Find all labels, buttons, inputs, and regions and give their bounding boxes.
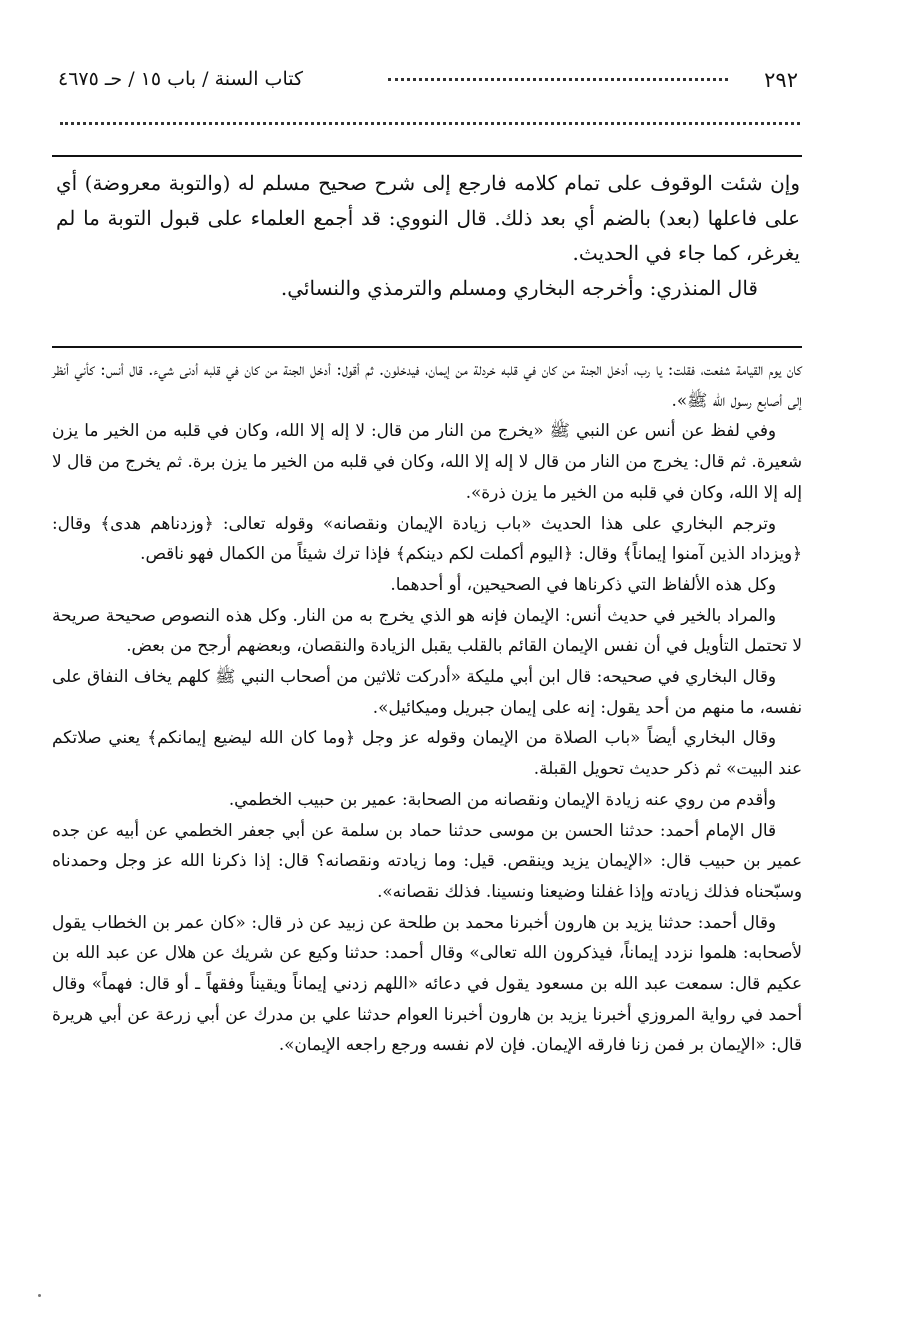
note-paragraph: وقال البخاري أيضاً «باب الصلاة من الإيمان وقوله عز وجل ﴿وما كان الله ليضيع إيمانكم﴾ يعني صلاتكم عند البيت» ثم ذكر حديث تحويل القبلة. [52, 727, 802, 779]
running-title: كتاب السنة / باب ١٥ / حـ ٤٦٧٥ [58, 68, 304, 90]
note-paragraph: وقال البخاري في صحيحه: قال ابن أبي مليكة «أدركت ثلاثين من أصحاب النبي ﷺ كلهم يخاف النفاق على نفسه، ما منهم من أحد يقول: إنه على إيمان جبريل وميكائيل». [52, 666, 802, 717]
footnote-rule [52, 346, 802, 348]
note-paragraph: وقال أحمد: حدثنا يزيد بن هارون أخبرنا محمد بن طلحة عن زبيد عن ذر قال: «كان عمر بن الخطاب يقول لأصحابه: هلموا نزدد إيماناً، فيذكرون الله تعالى» وقال أحمد: حدثنا وكيع عن شريك عن هلال عن عبد الله بن عكيم قال: سمعت عبد الله بن مسعود يقول في دعائه «اللهم زدني إيماناً ويقيناً وفقهاً ـ أو قال: فهماً» وقال أحمد في رواية المروزي أخبرنا يزيد بن هارون أخبرنا العوام حدثنا علي بن مدرك عن أبي زرعة عن أبي هريرة قال: «الإيمان بر فمن زنا فارقه الإيمان. فإن لام نفسه ورجع راجعه الإيمان». [52, 911, 802, 1055]
note-paragraph: وترجم البخاري على هذا الحديث «باب زيادة الإيمان ونقصانه» وقوله تعالى: ﴿وزدناهم هدى﴾ وقال: ﴿ويزداد الذين آمنوا إيماناً﴾ وقال: ﴿اليوم أكملت لكم دينكم﴾ فإذا ترك شيئاً من الكمال فهو ناقص. [52, 512, 802, 564]
top-rule [52, 155, 802, 157]
page-header [58, 66, 800, 102]
main-text [56, 166, 800, 306]
note-paragraph: وكل هذه الألفاظ التي ذكرناها في الصحيحين، أو أحدهما. [390, 573, 776, 594]
note-paragraph: وفي لفظ عن أنس عن النبي ﷺ «يخرج من النار من قال: لا إله إلا الله، وكان في قلبه من الخير ما يزن شعيرة. ثم قال: يخرج من النار من قال لا إله إلا الله، وكان في قلبه من الخير ما يزن برة. ثم يخرج من قال لا إله إلا الله، وكان في قلبه من الخير ما يزن ذرة». [52, 420, 802, 502]
note-paragraph: وأقدم من روي عنه زيادة الإيمان ونقصانه من الصحابة: عمير بن حبيب الخطمي. [228, 788, 776, 809]
note-paragraph: قال الإمام أحمد: حدثنا الحسن بن موسى حدثنا حماد بن سلمة عن أبي جعفر الخطمي عن أبيه عن جده عمير بن حبيب قال: «الإيمان يزيد وينقص. قيل: وما زيادته ونقصانه؟ قال: إذا ذكرنا الله عز وجل وحمدناه وسبّحناه فذلك زيادته وإذا غفلنا وضيعنا ونسينا. فذلك نقصانه». [52, 819, 802, 901]
margin-mark [38, 1294, 41, 1297]
main-paragraph: قال المنذري: وأخرجه البخاري ومسلم والترمذي والنسائي. [280, 276, 758, 300]
note-paragraph: كان يوم القيامة شفعت، فقلت: يا رب، أدخل الجنة من كان في قلبه خردلة من إيمان، فيدخلون. ثم أقول: أدخل الجنة من كان في قلبه أدنى شيء. قال أنس: كأني أنظر إلى أصابع رسول الله ﷺ». [52, 359, 802, 410]
main-paragraph: وإن شئت الوقوف على تمام كلامه فارجع إلى شرح صحيح مسلم له (والتوبة معروضة) أي على فاعلها (بعد) بالضم أي بعد ذلك. قال النووي: قد أجمع العلماء على قبول التوبة ما لم يغرغر، كما جاء في الحديث. [56, 171, 800, 265]
header-dot-leader [388, 78, 728, 81]
note-paragraph: والمراد بالخير في حديث أنس: الإيمان فإنه هو الذي يخرج به من النار. وكل هذه النصوص صحيحة صريحة لا تحتمل التأويل في أن نفس الإيمان القائم بالقلب يقبل الزيادة والنقصان، وبعضهم أرجح من بعض. [52, 604, 802, 656]
notes-section [52, 354, 802, 1060]
page-number: ٢٩٢ [764, 68, 798, 92]
dotted-separator [60, 122, 800, 125]
